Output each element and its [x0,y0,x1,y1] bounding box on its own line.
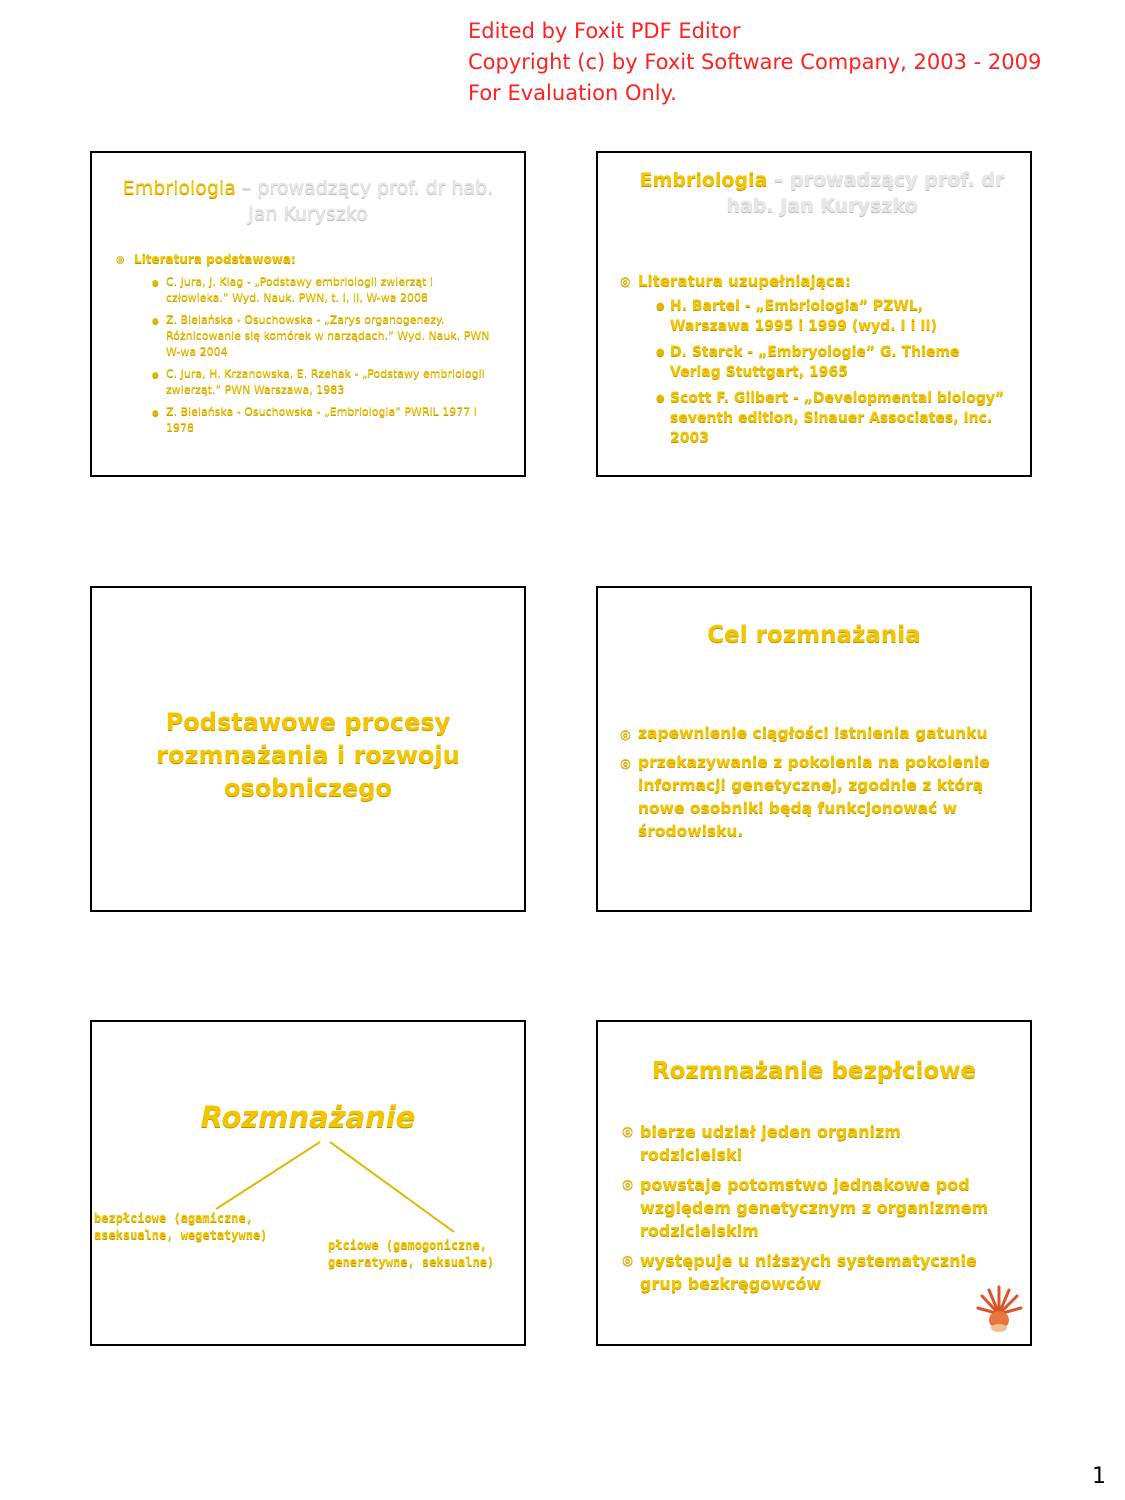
slide-6 [596,1020,1032,1346]
list-item: ◎ bierze udział jeden organizm rodzicielski [622,1120,990,1166]
title-part-b: – prowadzący prof. dr hab. Jan Kuryszko [726,169,1005,217]
slide-2 [596,151,1032,477]
heading-text: Literatura uzupełniająca: [638,272,851,290]
slide-title: Cel rozmnażania [707,622,921,648]
slide-title: Podstawowe procesy rozmnażania i rozwoju osobniczego [156,708,460,802]
title-part-a: Embriologia [639,169,768,191]
slide-content [116,251,496,442]
list-item: ◎ zapewnienie ciągłości istnienia gatunku [620,722,1000,745]
slide-title: Rozmnażanie [200,1100,416,1134]
sexual-label [328,1237,494,1271]
list-item: ● H. Bartel - „Embriologia” PZWL, Warszawa 1995 i 1999 (wyd. I i II) [656,296,1006,336]
list-item: ● Scott F. Gilbert - „Developmental biology” seventh edition, Sinauer Associates, Inc. 2003 [656,388,1006,448]
heading-text: Literatura podstawowa: [134,252,296,266]
sexual-label-line-2: generatywne, seksualne) [328,1255,495,1269]
bullet-heading [116,251,496,436]
asexual-label-line-2: aseksualne, wegetatywne) [94,1228,268,1242]
list-item: ● Z. Bielańska - Osuchowska - „Zarys organogenezy. Różnicowanie się komórek w narządach.” Wyd. Nauk. PWN W-wa 2004 [152,312,496,360]
branch-line-left [216,1142,320,1209]
list-item: ● C. Jura, H. Krzanowska, E. Rzehak - „Podstawy embriologii zwierząt.” PWN Warszawa, 1983 [152,366,496,398]
slide-title [122,175,494,227]
watermark-line-2: Copyright (c) by Foxit Software Company, 2003 - 2009 [468,50,1042,74]
branch-lines [92,1022,528,1348]
slide-5 [90,1020,526,1346]
slide-title [638,167,1006,219]
asexual-label-line-1: bezpłciowe (agamiczne, [94,1211,253,1225]
slide-3 [90,586,526,912]
slide-4 [596,586,1032,912]
slide-content [620,722,1000,849]
branch-line-right [330,1142,454,1232]
asexual-label [94,1210,267,1244]
slide-title: Rozmnażanie bezpłciowe [651,1058,977,1084]
sexual-label-line-1: płciowe (gamogoniczne, [328,1238,487,1252]
list-item: ◎ występuje u niższych systematycznie grup bezkręgowców [622,1249,990,1295]
slide-1 [90,151,526,477]
title-part-a: Embriologia [122,177,236,199]
bullet-heading [620,271,1006,448]
slide-content [622,1120,990,1302]
foxit-watermark [468,16,1041,109]
sea-anemone-icon [974,1284,1024,1334]
slide-content [620,271,1006,454]
list-item: ◎ przekazywanie z pokolenia na pokolenie informacji genetycznej, zgodnie z którą nowe osobniki będą funkcjonować w środowisku. [620,751,1000,843]
page-number: 1 [1092,1464,1106,1489]
list-item: ● D. Starck - „Embryologie” G. Thieme Verlag Stuttgart, 1965 [656,342,1006,382]
list-item: ● Z. Bielańska - Osuchowska - „Embriologia” PWRiL 1977 i 1978 [152,404,496,436]
list-item: ◎ powstaje potomstwo jednakowe pod względem genetycznym z organizmem rodzicielskim [622,1173,990,1242]
list-item: ● C. Jura, J. Klag - „Podstawy embriologii zwierząt i człowieka.” Wyd. Nauk. PWN, t. I, II, W-wa 2008 [152,274,496,306]
watermark-line-3: For Evaluation Only. [468,81,677,105]
watermark-line-1: Edited by Foxit PDF Editor [468,19,741,43]
title-part-b: – prowadzący prof. dr hab. Jan Kuryszko [235,177,494,225]
